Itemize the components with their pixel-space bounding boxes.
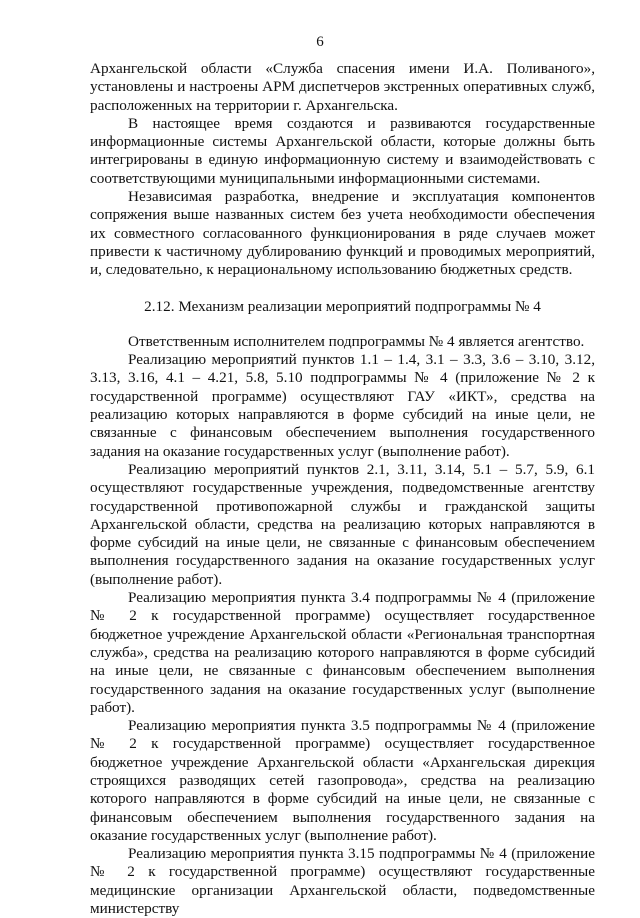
paragraph: Реализацию мероприятий пунктов 2.1, 3.11, 3.14, 5.1 – 5.7, 5.9, 6.1 осуществляют государственные учреждения, подведомственные агентству государственной противопожарной службы и гражданской защиты Архангельской области, средства на реализацию которых направляются в форме субсидий на иные цели, не связанные с финансовым обеспечением выполнения государственного задания на оказание государственных услуг (выполнение работ). — [90, 460, 595, 588]
paragraph: Независимая разработка, внедрение и эксплуатация компонентов сопряжения выше названных систем без учета необходимости обеспечения их совместного согласованного функционирования в ряде случаев может привести к частичному дублированию функций и проводимых мероприятий, и, следовательно, к нерациональному использованию бюджетных средств. — [90, 188, 595, 279]
paragraph: Архангельской области «Служба спасения имени И.А. Поливаного», установлены и настроены АРМ диспетчеров экстренных оперативных служб, расположенных на территории г. Архангельска. — [90, 60, 595, 114]
paragraph: Реализацию мероприятия пункта 3.15 подпрограммы № 4 (приложение № 2 к государственной программе) осуществляют государственные медицинские организации Архангельской области, подведомственные министерству — [90, 845, 595, 918]
paragraph: В настоящее время создаются и развиваются государственные информационные системы Архангельской области, которые должны быть интегрированы в единую информационную систему и взаимодействовать с соответствующими муниципальными информационными системами. — [90, 114, 595, 187]
paragraph: Ответственным исполнителем подпрограммы № 4 является агентство. — [128, 332, 585, 350]
section-heading: 2.12. Механизм реализации мероприятий подпрограммы № 4 — [144, 297, 541, 315]
paragraph: Реализацию мероприятия пункта 3.4 подпрограммы № 4 (приложение № 2 к государственной программе) осуществляет государственное бюджетное учреждение Архангельской области «Региональная транспортная служба», средства на реализацию которого направляются в форме субсидий на иные цели, не связанные с финансовым обеспечением выполнения государственного задания на оказание государственных услуг (выполнение работ). — [90, 589, 595, 716]
paragraph: Реализацию мероприятия пункта 3.5 подпрограммы № 4 (приложение № 2 к государственной программе) осуществляет государственное бюджетное учреждение Архангельской области «Архангельская дирекция строящихся разводящих сетей газопровода», средства на реализацию которого направляются в форме субсидий на иные цели, не связанные с финансовым обеспечением выполнения государственного задания на оказание государственных услуг (выполнение работ). — [90, 717, 595, 844]
paragraph: Реализацию мероприятий пунктов 1.1 – 1.4, 3.1 – 3.3, 3.6 – 3.10, 3.12, 3.13, 3.16, 4.1 – 4.21, 5.8, 5.10 подпрограммы № 4 (приложение № 2 к государственной программе) осуществляют ГАУ «ИКТ», средства на реализацию которых направляются в форме субсидий на иные цели, не связанные с финансовым обеспечением выполнения государственного задания на оказание государственных услуг (выполнение работ). — [90, 351, 595, 460]
document-body — [90, 60, 595, 918]
page-number: 6 — [316, 34, 324, 50]
